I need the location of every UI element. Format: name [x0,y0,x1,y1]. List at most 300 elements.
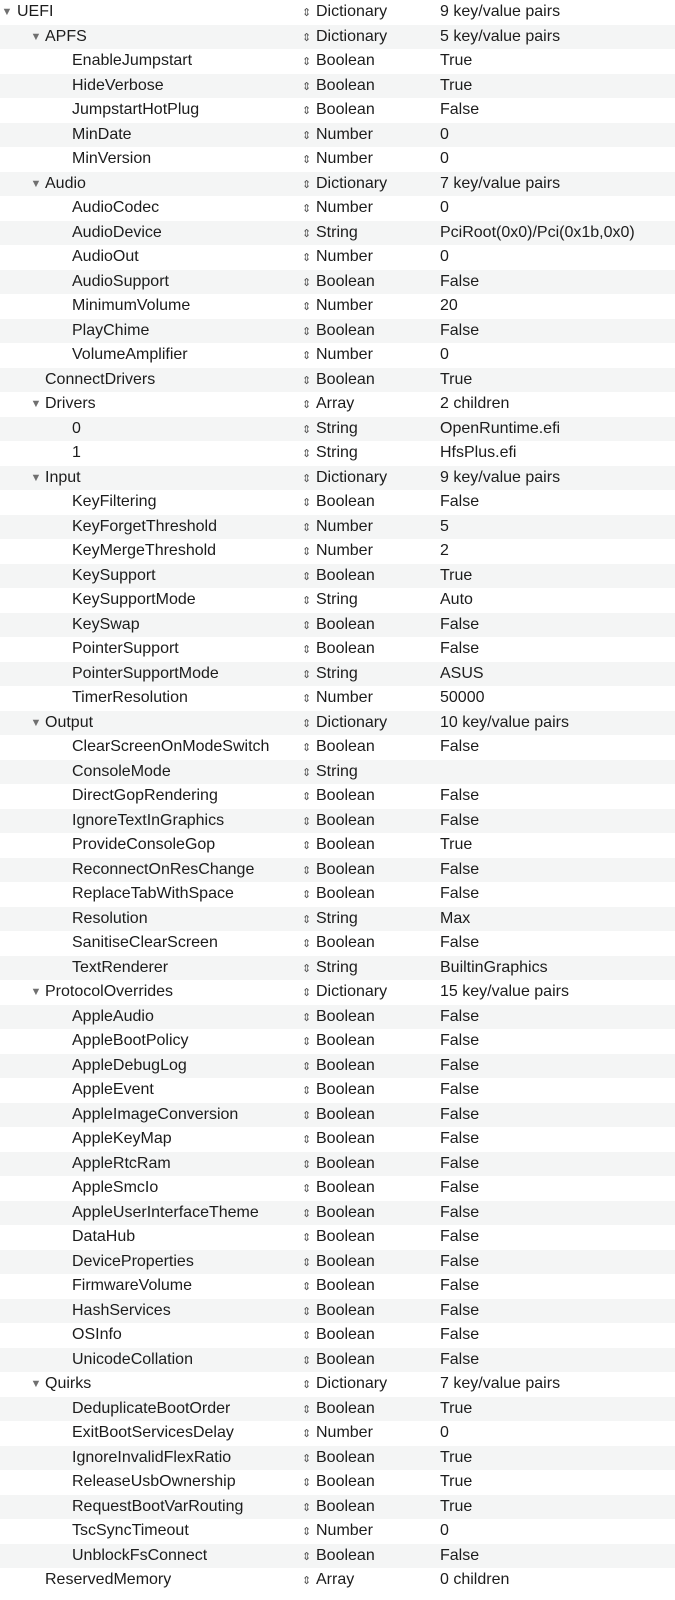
plist-key[interactable]: VolumeAmplifier [72,346,188,363]
plist-key[interactable]: IgnoreTextInGraphics [72,811,225,829]
plist-type-selector[interactable] [302,98,375,124]
plist-type-selector[interactable] [302,564,375,590]
plist-row-replacetabwithspace[interactable] [0,882,675,907]
plist-row-unblockfsconnect[interactable] [0,1544,675,1569]
disclosure-triangle-down-icon[interactable]: ▼ [30,716,42,729]
up-down-arrows-icon[interactable]: ⇕ [302,840,312,852]
plist-key[interactable]: AppleDebugLog [72,1056,187,1074]
plist-key[interactable]: PlayChime [72,321,150,339]
plist-row-applekeymap[interactable] [0,1127,675,1152]
up-down-arrows-icon[interactable]: ⇕ [302,1207,312,1220]
plist-row-hideverbose[interactable] [0,74,675,99]
plist-type-selector[interactable] [302,931,375,957]
up-down-arrows-icon[interactable]: ⇕ [302,448,312,460]
plist-type-selector[interactable] [302,1421,373,1447]
up-down-arrows-icon[interactable]: ⇕ [302,154,312,166]
plist-row-audiosupport[interactable] [0,270,675,295]
plist-key[interactable]: KeySupport [72,566,156,584]
up-down-arrows-icon[interactable]: ⇕ [302,1158,312,1171]
plist-key[interactable]: AppleEvent [72,1081,154,1098]
plist-row-1[interactable] [0,441,675,466]
plist-row-jumpstarthotplug[interactable] [0,98,675,123]
plist-type-selector[interactable] [302,1519,373,1545]
plist-key[interactable]: KeyMergeThreshold [72,542,217,559]
plist-row-quirks[interactable] [0,1372,675,1397]
plist-value[interactable]: True [440,1497,473,1515]
plist-key[interactable]: DeviceProperties [72,1252,194,1270]
plist-type-selector[interactable] [302,490,375,516]
plist-row-minimumvolume[interactable] [0,294,675,319]
plist-key[interactable]: DirectGopRendering [72,787,218,804]
up-down-arrows-icon[interactable]: ⇕ [302,472,312,485]
up-down-arrows-icon[interactable]: ⇕ [302,1134,312,1146]
plist-value[interactable]: 2 [440,542,449,559]
plist-row-keymergethreshold[interactable] [0,539,675,564]
up-down-arrows-icon[interactable]: ⇕ [302,129,312,142]
plist-row-appleimageconversion[interactable] [0,1103,675,1128]
plist-value[interactable]: False [440,885,480,902]
plist-key[interactable]: KeyForgetThreshold [72,517,217,535]
plist-row-ignoreinvalidflexratio[interactable] [0,1446,675,1471]
plist-row-appleevent[interactable] [0,1078,675,1103]
plist-type-selector[interactable] [302,1103,375,1129]
plist-key[interactable]: Resolution [72,909,148,927]
plist-value[interactable]: False [440,1350,480,1368]
plist-row-resolution[interactable] [0,907,675,932]
plist-row-hashservices[interactable] [0,1299,675,1324]
plist-value[interactable]: 2 children [440,395,510,412]
plist-key[interactable]: ProvideConsoleGop [72,836,216,853]
up-down-arrows-icon[interactable]: ⇕ [302,374,312,387]
plist-value[interactable]: False [440,1154,480,1172]
up-down-arrows-icon[interactable]: ⇕ [302,203,312,215]
up-down-arrows-icon[interactable]: ⇕ [302,1085,312,1097]
disclosure-triangle-down-icon[interactable]: ▼ [30,30,42,43]
plist-row-input[interactable] [0,466,675,491]
plist-value[interactable]: 10 key/value pairs [440,713,569,731]
up-down-arrows-icon[interactable]: ⇕ [302,1354,312,1367]
plist-key[interactable]: MinimumVolume [72,297,191,314]
up-down-arrows-icon[interactable]: ⇕ [302,178,312,191]
disclosure-triangle-down-icon[interactable]: ▼ [30,1378,42,1390]
up-down-arrows-icon[interactable]: ⇕ [302,56,312,68]
plist-row-minversion[interactable] [0,147,675,172]
plist-row-ignoretextingraphics[interactable] [0,809,675,834]
plist-row-deduplicatebootorder[interactable] [0,1397,675,1422]
plist-value[interactable]: 7 key/value pairs [440,174,561,192]
plist-key[interactable]: AppleUserInterfaceTheme [72,1203,259,1221]
up-down-arrows-icon[interactable]: ⇕ [302,1452,312,1465]
plist-value[interactable]: 50000 [440,689,485,706]
up-down-arrows-icon[interactable]: ⇕ [302,1526,312,1538]
plist-key[interactable]: UnicodeCollation [72,1350,193,1368]
plist-key[interactable]: KeyFiltering [72,493,157,510]
plist-row-pointersupport[interactable] [0,637,675,662]
plist-type-selector[interactable] [302,1470,375,1496]
up-down-arrows-icon[interactable]: ⇕ [302,913,312,926]
plist-row-audioout[interactable] [0,245,675,270]
plist-type-selector[interactable] [302,1446,375,1472]
plist-type-selector[interactable] [302,466,387,492]
plist-type-selector[interactable] [302,588,358,614]
plist-type-selector[interactable] [302,1397,375,1423]
plist-row-keysupportmode[interactable] [0,588,675,613]
plist-value[interactable]: 0 children [440,1571,510,1588]
plist-value[interactable]: False [440,934,480,951]
plist-value[interactable]: 0 [440,1424,449,1441]
plist-value[interactable]: True [440,836,473,853]
up-down-arrows-icon[interactable]: ⇕ [302,1550,312,1563]
plist-type-selector[interactable] [302,368,375,394]
plist-type-selector[interactable] [302,662,358,688]
plist-row-sanitiseclearscreen[interactable] [0,931,675,956]
plist-key[interactable]: AppleImageConversion [72,1105,239,1123]
plist-key[interactable]: UEFI [17,3,54,20]
plist-type-selector[interactable] [302,1176,375,1202]
plist-type-selector[interactable] [302,1274,375,1300]
plist-row-keyforgetthreshold[interactable] [0,515,675,540]
plist-value[interactable]: True [440,76,473,94]
plist-value[interactable]: 5 key/value pairs [440,27,561,45]
plist-type-selector[interactable] [302,1201,375,1227]
plist-row-playchime[interactable] [0,319,675,344]
plist-key[interactable]: ReconnectOnResChange [72,860,255,878]
plist-type-selector[interactable] [302,1005,375,1031]
plist-row-audiocodec[interactable] [0,196,675,221]
plist-key[interactable]: Drivers [45,395,96,412]
plist-key[interactable]: Audio [45,174,86,192]
up-down-arrows-icon[interactable]: ⇕ [302,1575,312,1587]
plist-value[interactable]: 9 key/value pairs [440,468,561,486]
plist-value[interactable]: 5 [440,517,449,535]
plist-type-selector[interactable] [302,613,375,639]
plist-type-selector[interactable] [302,172,387,198]
up-down-arrows-icon[interactable]: ⇕ [302,276,312,289]
up-down-arrows-icon[interactable]: ⇕ [302,227,312,240]
plist-type-selector[interactable] [302,1250,375,1276]
plist-row-textrenderer[interactable] [0,956,675,981]
plist-row-uefi[interactable] [0,0,675,25]
plist-type-selector[interactable] [302,245,373,271]
up-down-arrows-icon[interactable]: ⇕ [302,791,312,803]
plist-type-selector[interactable] [302,1372,387,1398]
up-down-arrows-icon[interactable]: ⇕ [302,962,312,975]
plist-value[interactable]: False [440,1032,480,1049]
plist-type-selector[interactable] [302,343,373,369]
up-down-arrows-icon[interactable]: ⇕ [302,1379,312,1391]
plist-row-mindate[interactable] [0,123,675,148]
up-down-arrows-icon[interactable]: ⇕ [302,693,312,705]
plist-type-selector[interactable] [302,1152,375,1178]
plist-row-reservedmemory[interactable] [0,1568,675,1593]
plist-key[interactable]: HideVerbose [72,76,164,94]
disclosure-triangle-down-icon[interactable]: ▼ [30,398,42,410]
plist-value[interactable]: 9 key/value pairs [440,3,561,20]
plist-value[interactable]: False [440,738,480,755]
plist-value[interactable]: BuiltinGraphics [440,958,548,976]
plist-row-audio[interactable] [0,172,675,197]
plist-type-selector[interactable] [302,1127,375,1153]
plist-value[interactable]: 7 key/value pairs [440,1375,561,1392]
plist-row-directgoprendering[interactable] [0,784,675,809]
plist-row-clearscreenonmodeswitch[interactable] [0,735,675,760]
plist-type-selector[interactable] [302,858,375,884]
up-down-arrows-icon[interactable]: ⇕ [302,742,312,754]
plist-value[interactable]: False [440,1546,480,1564]
plist-key[interactable]: DeduplicateBootOrder [72,1399,231,1417]
plist-row-applebootpolicy[interactable] [0,1029,675,1054]
disclosure-triangle-down-icon[interactable]: ▼ [30,471,42,484]
plist-value[interactable]: False [440,615,480,633]
plist-value[interactable]: PciRoot(0x0)/Pci(0x1b,0x0) [440,223,635,241]
plist-type-selector[interactable] [302,956,358,982]
plist-row-provideconsolegop[interactable] [0,833,675,858]
plist-key[interactable]: FirmwareVolume [72,1277,193,1294]
plist-value[interactable]: False [440,1130,480,1147]
plist-type-selector[interactable] [302,760,358,786]
up-down-arrows-icon[interactable]: ⇕ [302,325,312,338]
plist-row-unicodecollation[interactable] [0,1348,675,1373]
plist-row-connectdrivers[interactable] [0,368,675,393]
plist-type-selector[interactable] [302,270,375,296]
plist-value[interactable]: 0 [440,199,449,216]
up-down-arrows-icon[interactable]: ⇕ [302,1428,312,1440]
plist-row-releaseusbownership[interactable] [0,1470,675,1495]
plist-type-selector[interactable] [302,980,387,1006]
plist-row-exitbootservicesdelay[interactable] [0,1421,675,1446]
up-down-arrows-icon[interactable]: ⇕ [302,938,312,950]
plist-value[interactable]: True [440,1473,473,1490]
plist-row-appleuserinterfacetheme[interactable] [0,1201,675,1226]
plist-type-selector[interactable] [302,711,387,737]
plist-key[interactable]: AppleSmcIo [72,1179,159,1196]
plist-row-keyswap[interactable] [0,613,675,638]
plist-row-appleaudio[interactable] [0,1005,675,1030]
plist-key[interactable]: AppleBootPolicy [72,1032,189,1049]
up-down-arrows-icon[interactable]: ⇕ [302,31,312,44]
up-down-arrows-icon[interactable]: ⇕ [302,766,312,779]
plist-type-selector[interactable] [302,735,375,761]
plist-key[interactable]: ConnectDrivers [45,370,156,388]
up-down-arrows-icon[interactable]: ⇕ [302,717,312,730]
plist-type-selector[interactable] [302,784,375,810]
plist-row-tscsynctimeout[interactable] [0,1519,675,1544]
plist-value[interactable]: 0 [440,248,449,265]
plist-key[interactable]: KeySwap [72,615,140,633]
plist-type-selector[interactable] [302,1299,375,1325]
plist-row-datahub[interactable] [0,1225,675,1250]
plist-row-protocoloverrides[interactable] [0,980,675,1005]
plist-value[interactable]: False [440,787,480,804]
plist-type-selector[interactable] [302,1323,375,1349]
plist-value[interactable]: False [440,1326,480,1343]
plist-type-selector[interactable] [302,392,354,418]
plist-value[interactable]: False [440,1203,480,1221]
plist-type-selector[interactable] [302,637,375,663]
plist-value[interactable]: 20 [440,297,458,314]
plist-value[interactable]: False [440,811,480,829]
up-down-arrows-icon[interactable]: ⇕ [302,105,312,117]
plist-value[interactable]: 0 [440,1522,449,1539]
plist-key[interactable]: 0 [72,419,81,437]
plist-key[interactable]: ReservedMemory [45,1571,172,1588]
plist-value[interactable]: False [440,1277,480,1294]
plist-key[interactable]: EnableJumpstart [72,52,193,69]
plist-type-selector[interactable] [302,833,375,859]
plist-type-selector[interactable] [302,686,373,712]
plist-type-selector[interactable] [302,1029,375,1055]
disclosure-triangle-down-icon[interactable]: ▼ [30,177,42,190]
up-down-arrows-icon[interactable]: ⇕ [302,1477,312,1489]
plist-row-osinfo[interactable] [0,1323,675,1348]
plist-key[interactable]: UnblockFsConnect [72,1546,208,1564]
plist-key[interactable]: MinDate [72,125,132,143]
up-down-arrows-icon[interactable]: ⇕ [302,80,312,93]
up-down-arrows-icon[interactable]: ⇕ [302,570,312,583]
up-down-arrows-icon[interactable]: ⇕ [302,1256,312,1269]
plist-type-selector[interactable] [302,809,375,835]
plist-key[interactable]: ReplaceTabWithSpace [72,885,234,902]
plist-value[interactable]: False [440,1252,480,1270]
plist-key[interactable]: APFS [45,27,87,45]
up-down-arrows-icon[interactable]: ⇕ [302,815,312,828]
plist-key[interactable]: SanitiseClearScreen [72,934,218,951]
plist-row-firmwarevolume[interactable] [0,1274,675,1299]
plist-value[interactable]: True [440,1448,473,1466]
plist-key[interactable]: KeySupportMode [72,591,196,608]
plist-value[interactable]: False [440,321,480,339]
plist-key[interactable]: 1 [72,444,81,461]
plist-type-selector[interactable] [302,221,358,247]
up-down-arrows-icon[interactable]: ⇕ [302,350,312,362]
plist-value[interactable]: 15 key/value pairs [440,983,569,1000]
plist-type-selector[interactable] [302,539,373,565]
plist-value[interactable]: Auto [440,591,473,608]
plist-key[interactable]: HashServices [72,1301,171,1319]
plist-value[interactable]: False [440,272,480,290]
plist-key[interactable]: AudioCodec [72,199,160,216]
plist-key[interactable]: ReleaseUsbOwnership [72,1473,236,1490]
disclosure-triangle-down-icon[interactable]: ▼ [30,986,42,998]
plist-row-timerresolution[interactable] [0,686,675,711]
plist-key[interactable]: TextRenderer [72,958,169,976]
up-down-arrows-icon[interactable]: ⇕ [302,1183,312,1195]
plist-key[interactable]: ConsoleMode [72,762,171,780]
plist-row-appledebuglog[interactable] [0,1054,675,1079]
plist-type-selector[interactable] [302,196,373,222]
plist-type-selector[interactable] [302,74,375,100]
up-down-arrows-icon[interactable]: ⇕ [302,668,312,681]
plist-type-selector[interactable] [302,294,373,320]
plist-row-audiodevice[interactable] [0,221,675,246]
plist-value[interactable]: False [440,1228,480,1245]
plist-key[interactable]: TimerResolution [72,689,188,706]
plist-value[interactable]: ASUS [440,664,484,682]
plist-value[interactable]: 0 [440,125,449,143]
up-down-arrows-icon[interactable]: ⇕ [302,644,312,656]
up-down-arrows-icon[interactable]: ⇕ [302,546,312,558]
plist-value[interactable]: False [440,1105,480,1123]
up-down-arrows-icon[interactable]: ⇕ [302,7,312,19]
plist-value[interactable]: False [440,1081,480,1098]
plist-type-selector[interactable] [302,1078,375,1104]
plist-key[interactable]: PointerSupportMode [72,664,219,682]
up-down-arrows-icon[interactable]: ⇕ [302,1403,312,1416]
up-down-arrows-icon[interactable]: ⇕ [302,521,312,534]
plist-value[interactable]: False [440,640,480,657]
plist-value[interactable]: 0 [440,150,449,167]
plist-value[interactable]: OpenRuntime.efi [440,419,561,437]
up-down-arrows-icon[interactable]: ⇕ [302,1281,312,1293]
up-down-arrows-icon[interactable]: ⇕ [302,889,312,901]
plist-row-consolemode[interactable] [0,760,675,785]
plist-type-selector[interactable] [302,123,373,149]
plist-key[interactable]: ExitBootServicesDelay [72,1424,234,1441]
plist-key[interactable]: RequestBootVarRouting [72,1497,244,1515]
plist-value[interactable]: True [440,566,473,584]
up-down-arrows-icon[interactable]: ⇕ [302,987,312,999]
plist-key[interactable]: AudioDevice [72,223,162,241]
plist-type-selector[interactable] [302,1544,375,1570]
plist-row-reconnectonreschange[interactable] [0,858,675,883]
plist-key[interactable]: AudioOut [72,248,139,265]
plist-key[interactable]: AppleRtcRam [72,1154,171,1172]
plist-row-output[interactable] [0,711,675,736]
up-down-arrows-icon[interactable]: ⇕ [302,1501,312,1514]
up-down-arrows-icon[interactable]: ⇕ [302,1060,312,1073]
plist-value[interactable]: False [440,860,480,878]
plist-value[interactable]: HfsPlus.efi [440,444,517,461]
plist-key[interactable]: AppleKeyMap [72,1130,172,1147]
plist-value[interactable]: True [440,370,473,388]
plist-row-enablejumpstart[interactable] [0,49,675,74]
up-down-arrows-icon[interactable]: ⇕ [302,1305,312,1318]
up-down-arrows-icon[interactable]: ⇕ [302,619,312,632]
plist-value[interactable]: Max [440,909,471,927]
up-down-arrows-icon[interactable]: ⇕ [302,1011,312,1024]
plist-type-selector[interactable] [302,882,375,908]
plist-type-selector[interactable] [302,25,387,51]
plist-row-applertcram[interactable] [0,1152,675,1177]
plist-type-selector[interactable] [302,49,375,75]
plist-row-apfs[interactable] [0,25,675,50]
plist-key[interactable]: AudioSupport [72,272,169,290]
plist-key[interactable]: Input [45,468,81,486]
up-down-arrows-icon[interactable]: ⇕ [302,1109,312,1122]
plist-key[interactable]: OSInfo [72,1326,122,1343]
plist-value[interactable]: False [440,1301,480,1319]
plist-value[interactable]: True [440,52,473,69]
plist-key[interactable]: ClearScreenOnModeSwitch [72,738,270,755]
plist-row-pointersupportmode[interactable] [0,662,675,687]
plist-row-applesmcio[interactable] [0,1176,675,1201]
plist-key[interactable]: IgnoreInvalidFlexRatio [72,1448,232,1466]
up-down-arrows-icon[interactable]: ⇕ [302,497,312,509]
up-down-arrows-icon[interactable]: ⇕ [302,1232,312,1244]
plist-value[interactable]: False [440,101,480,118]
disclosure-triangle-down-icon[interactable]: ▼ [1,6,13,18]
plist-type-selector[interactable] [302,515,373,541]
plist-key[interactable]: AppleAudio [72,1007,154,1025]
plist-type-selector[interactable] [302,1054,375,1080]
up-down-arrows-icon[interactable]: ⇕ [302,1036,312,1048]
plist-key[interactable]: PointerSupport [72,640,179,657]
up-down-arrows-icon[interactable]: ⇕ [302,1330,312,1342]
plist-type-selector[interactable] [302,147,373,173]
plist-value[interactable]: False [440,493,480,510]
up-down-arrows-icon[interactable]: ⇕ [302,252,312,264]
plist-row-0[interactable] [0,417,675,442]
